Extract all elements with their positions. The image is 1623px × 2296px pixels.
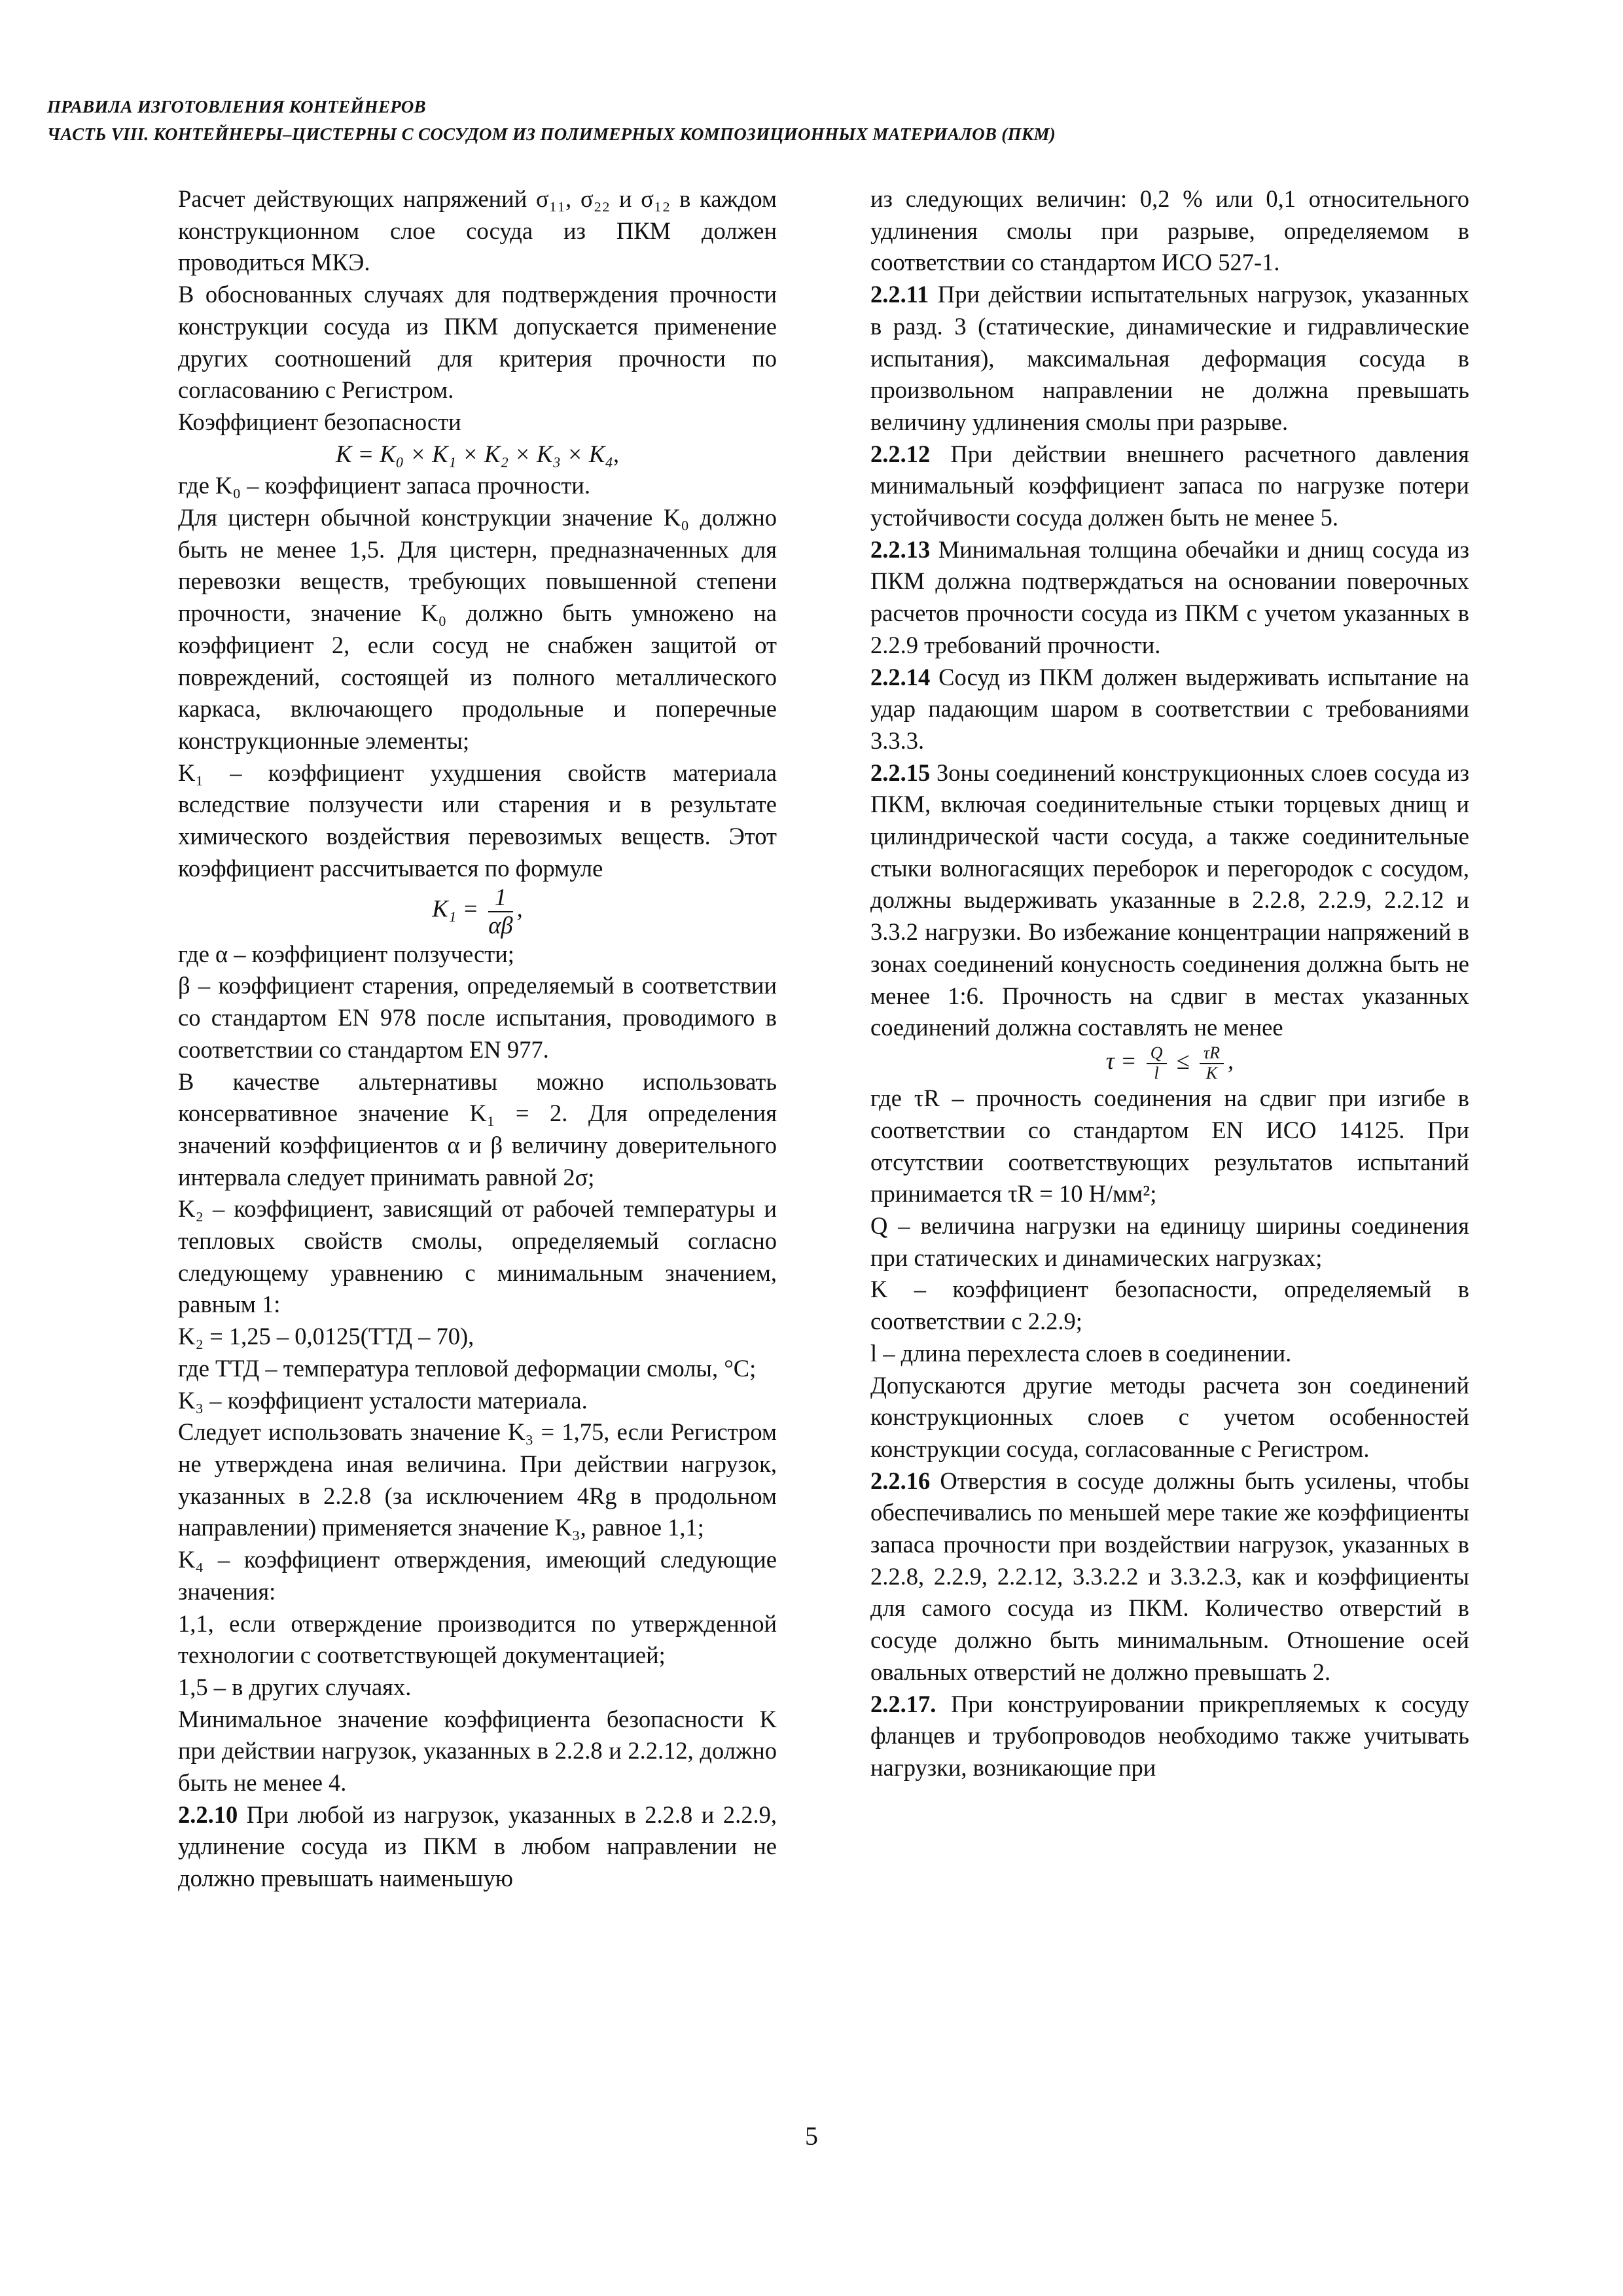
- paragraph: [870, 534, 1469, 662]
- fraction-denominator: αβ: [488, 911, 513, 939]
- paragraph: K₃ – коэффициент усталости материала.: [178, 1386, 588, 1414]
- paragraph: где K₀ – коэффициент запаса прочности.: [178, 472, 590, 499]
- right-column: [870, 183, 1469, 1784]
- paragraph: где ТТД – температура тепловой деформации смолы, °C;: [178, 1354, 757, 1382]
- paragraph: 1,1, если отверждение производится по утвержденной технологии с соответствующей документацией;: [178, 1609, 777, 1669]
- paragraph: [870, 1689, 1469, 1784]
- clause-number: 2.2.14: [870, 663, 931, 691]
- clause-number: 2.2.12: [870, 440, 931, 467]
- formula-lhs: K₁ =: [432, 895, 479, 922]
- paragraph: Для цистерн обычной конструкции значение K₀ должно быть не менее 1,5. Для цистерн, предназначенных для перевозки веществ, требующих повышенной степени прочности, значение K₀ должно быть умножено на коэффициент 2, если сосуд не снабжен защитой от повреждений, состоящей из полного металлического каркаса, включающего продольные и поперечные конструкционные элементы;: [178, 504, 777, 754]
- paragraph: В качестве альтернативы можно использовать консервативное значение K₁ = 2. Для определения значений коэффициентов α и β величину доверительного интервала следует принимать равной 2σ;: [178, 1067, 777, 1191]
- paragraph: K – коэффициент безопасности, определяемый в соответствии с 2.2.9;: [870, 1276, 1469, 1335]
- paragraph: [870, 439, 1469, 534]
- paragraph: Допускаются другие методы расчета зон соединений конструкционных слоев с учетом особенностей конструкции сосуда, согласованные с Регистром.: [870, 1371, 1469, 1462]
- paragraph: где τR – прочность соединения на сдвиг при изгибе в соответствии со стандартом EN ИСО 14125. При отсутствии соответствующих результатов испытаний принимается τR = 10 Н/мм²;: [870, 1085, 1469, 1208]
- running-header-part: ЧАСТЬ VIII. КОНТЕЙНЕРЫ–ЦИСТЕРНЫ С СОСУДОМ ИЗ ПОЛИМЕРНЫХ КОМПОЗИЦИОННЫХ МАТЕРИАЛОВ (ПКМ): [47, 124, 1056, 144]
- paragraph-text: При конструировании прикрепляемых к сосуду фланцев и трубопроводов необходимо также учитывать нагрузки, возникающие при: [870, 1690, 1469, 1781]
- clause-number: 2.2.15: [870, 759, 931, 786]
- paragraph: [870, 757, 1469, 1044]
- paragraph-text: Отверстия в сосуде должны быть усилены, чтобы обеспечивались по меньшей мере такие же коэффициенты запаса прочности при воздействии нагрузок, указанных в 2.2.8, 2.2.9, 2.2.12, 3.3.2.2 и 3.3.2.3, как и коэффициенты для самого сосуда из ПКМ. Количество отверстий в сосуде должно быть минимальным. Отношение осей овальных отверстий не должно превышать 2.: [870, 1467, 1469, 1685]
- paragraph: l – длина перехлеста слоев в соединении.: [870, 1339, 1292, 1367]
- clause-number: 2.2.16: [870, 1467, 931, 1494]
- left-column: [178, 183, 777, 1895]
- page-number: 5: [805, 2121, 818, 2151]
- paragraph-text: При любой из нагрузок, указанных в 2.2.8 и 2.2.9, удлинение сосуда из ПКМ в любом направлении не должно превышать наименьшую: [178, 1801, 777, 1892]
- paragraph-text: Минимальная толщина обечайки и днищ сосуда из ПКМ должна подтверждаться на основании поверочных расчетов прочности сосуда из ПКМ с учетом указанных в 2.2.9 требований прочности.: [870, 535, 1469, 658]
- running-header-title: ПРАВИЛА ИЗГОТОВЛЕНИЯ КОНТЕЙНЕРОВ: [47, 97, 426, 117]
- fraction-denominator: K: [1205, 1063, 1218, 1083]
- formula-tail: ,: [516, 895, 523, 922]
- paragraph-text: При действии испытательных нагрузок, указанных в разд. 3 (статические, динамические и гидравлические испытания), максимальная деформация сосуда в произвольном направлении не должна превышать величину удлинения смолы при разрыве.: [870, 281, 1469, 435]
- paragraph: [870, 662, 1469, 757]
- paragraph: K₂ = 1,25 – 0,0125(ТТД – 70),: [178, 1323, 474, 1350]
- paragraph: [178, 1799, 777, 1895]
- paragraph: K₂ – коэффициент, зависящий от рабочей температуры и тепловых свойств смолы, определяемый согласно следующему уравнению с минимальным значением, равным 1:: [178, 1195, 777, 1318]
- paragraph: β – коэффициент старения, определяемый в соответствии со стандартом EN 978 после испытания, проводимого в соответствии со стандартом EN 977.: [178, 972, 777, 1063]
- paragraph: Q – величина нагрузки на единицу ширины соединения при статических и динамических нагрузках;: [870, 1211, 1469, 1271]
- paragraph-text: Сосуд из ПКМ должен выдерживать испытание на удар падающим шаром в соответствии с требованиями 3.3.3.: [870, 663, 1469, 754]
- paragraph: Следует использовать значение K₃ = 1,75, если Регистром не утверждена иная величина. При действии нагрузок, указанных в 2.2.8 (за исключением 4Rg в продольном направлении) применяется значение K₃, равное 1,1;: [178, 1418, 777, 1541]
- fraction-numerator: Q: [1147, 1044, 1167, 1064]
- clause-number: 2.2.10: [178, 1801, 238, 1828]
- paragraph: [870, 279, 1469, 439]
- paragraph: В обоснованных случаях для подтверждения прочности конструкции сосуда из ПКМ допускается применение других соотношений для критерия прочности по согласованию с Регистром.: [178, 281, 777, 404]
- paragraph: Коэффициент безопасности: [178, 408, 461, 435]
- formula-lhs: τ =: [1105, 1047, 1137, 1074]
- fraction-numerator: τR: [1200, 1044, 1224, 1064]
- formula-shear: [870, 1044, 1469, 1083]
- clause-number: 2.2.13: [870, 535, 931, 563]
- paragraph: K₁ – коэффициент ухудшения свойств материала вследствие ползучести или старения и в результате химического воздействия перевозимых веществ. Этот коэффициент рассчитывается по формуле: [178, 759, 777, 882]
- formula-operator: ≤: [1176, 1047, 1190, 1074]
- fraction: [488, 884, 512, 938]
- paragraph: из следующих величин: 0,2 % или 0,1 относительного удлинения смолы при разрыве, определяемом в соответствии со стандартом ИСО 527-1.: [870, 185, 1469, 276]
- paragraph: K₄ – коэффициент отверждения, имеющий следующие значения:: [178, 1546, 777, 1605]
- formula-tail: ,: [1228, 1047, 1234, 1074]
- paragraph: 1,5 – в других случаях.: [178, 1673, 412, 1700]
- paragraph: [870, 1465, 1469, 1689]
- paragraph: Расчет действующих напряжений σ₁₁, σ₂₂ и σ₁₂ в каждом конструкционном слое сосуда из ПКМ должен проводиться МКЭ.: [178, 185, 777, 276]
- paragraph: где α – коэффициент ползучести;: [178, 940, 514, 967]
- paragraph-text: При действии внешнего расчетного давления минимальный коэффициент запаса по нагрузке потери устойчивости сосуда должен быть не менее 5.: [870, 440, 1469, 531]
- clause-number: 2.2.11: [870, 281, 929, 308]
- formula-safety-factor: K = K₀ × K₁ × K₂ × K₃ × K₄,: [335, 440, 620, 467]
- fraction-numerator: 1: [488, 884, 512, 912]
- fraction: [1200, 1044, 1224, 1083]
- fraction: [1147, 1044, 1167, 1083]
- paragraph: Минимальное значение коэффициента безопасности K при действии нагрузок, указанных в 2.2.8 и 2.2.12, должно быть не менее 4.: [178, 1705, 777, 1797]
- clause-number: 2.2.17.: [870, 1690, 936, 1717]
- fraction-denominator: l: [1154, 1063, 1159, 1083]
- paragraph-text: Зоны соединений конструкционных слоев сосуда из ПКМ, включая соединительные стыки торцевых днищ и цилиндрической части сосуда, а также соединительные стыки волногасящих переборок и перегородок с сосудом, должны выдерживать указанные в 2.2.8, 2.2.9, 2.2.12 и 3.3.2 нагрузки. Во избежание концентрации напряжений в зонах соединений конусность соединения должна быть не менее 1:6. Прочность на сдвиг в местах указанных соединений должна составлять не менее: [870, 759, 1469, 1041]
- formula-k1: [178, 884, 777, 938]
